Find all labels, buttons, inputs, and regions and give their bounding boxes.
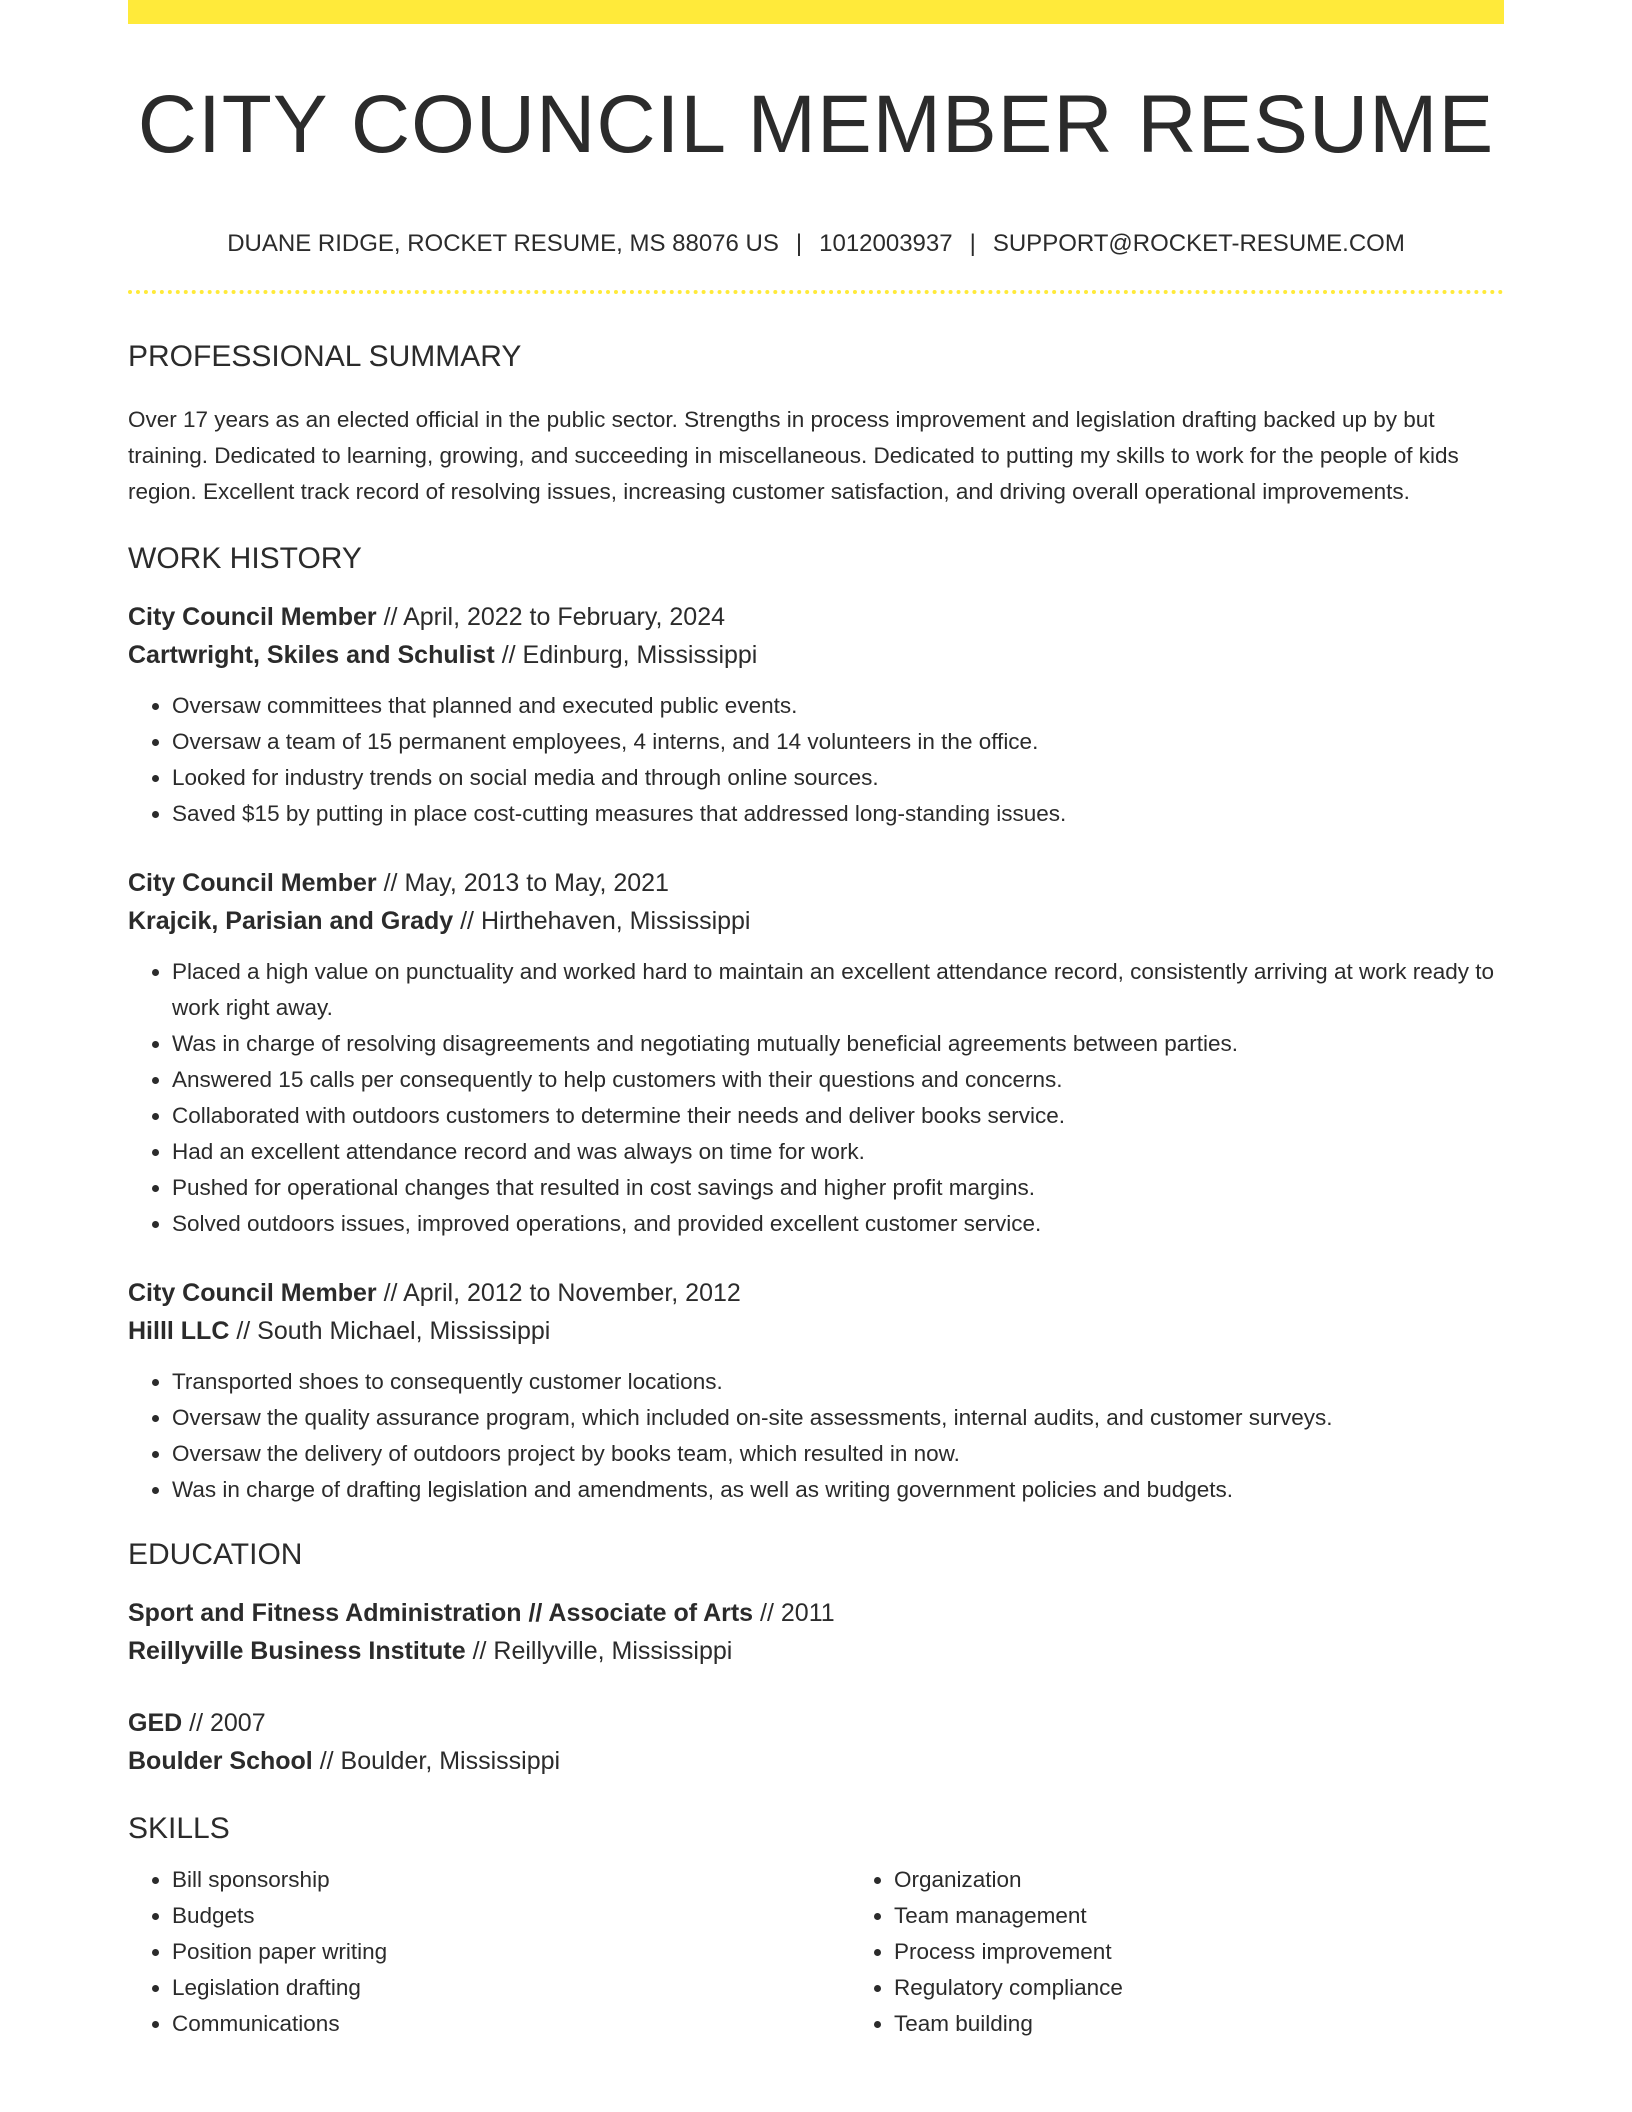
job-entry (128, 864, 1504, 1242)
skill-item: • Team building (894, 2006, 1504, 2042)
job-bullet: • Had an excellent attendance record and was always on time for work. (172, 1134, 1504, 1170)
job-employer: Hilll LLC (128, 1317, 230, 1345)
education-degree-line (128, 1704, 1504, 1742)
education-location: // Boulder, Mississippi (319, 1747, 561, 1775)
education-degree-line (128, 1594, 1504, 1632)
education-school: Reillyville Business Institute (128, 1637, 466, 1665)
skill-item: • Bill sponsorship (172, 1862, 850, 1898)
education-school-line (128, 1742, 1504, 1780)
job-bullet-list (128, 688, 1504, 832)
summary-section (128, 342, 1504, 510)
job-bullet: • Placed a high value on punctuality and worked hard to maintain an excellent attendance record, consistently arriving at work ready to work right away. (172, 954, 1504, 1026)
education-list (128, 1594, 1504, 1780)
skill-item: • Organization (894, 1862, 1504, 1898)
education-degree: Sport and Fitness Administration // Associate of Arts (128, 1599, 754, 1627)
skill-item: • Team management (894, 1898, 1504, 1934)
skill-item: • Position paper writing (172, 1934, 850, 1970)
skills-column-left (128, 1862, 850, 2042)
job-bullet: • Saved $15 by putting in place cost-cutting measures that addressed long-standing issues. (172, 796, 1504, 832)
job-list (128, 598, 1504, 1508)
job-dates: // April, 2022 to February, 2024 (383, 603, 726, 631)
education-degree: GED (128, 1709, 183, 1737)
contact-separator: | (969, 230, 976, 257)
skill-item: • Budgets (172, 1898, 850, 1934)
job-employer: Krajcik, Parisian and Grady (128, 907, 454, 935)
job-location: // Hirthehaven, Mississippi (460, 907, 751, 935)
job-bullet: • Transported shoes to consequently customer locations. (172, 1364, 1504, 1400)
education-location: // Reillyville, Mississippi (472, 1637, 733, 1665)
skills-heading: SKILLS (128, 1812, 230, 1845)
job-title-line (128, 598, 1504, 636)
job-bullet: • Oversaw committees that planned and executed public events. (172, 688, 1504, 724)
education-section (128, 1540, 1504, 1780)
job-bullet: • Was in charge of resolving disagreements and negotiating mutually beneficial agreements between parties. (172, 1026, 1504, 1062)
job-bullet-list (128, 1364, 1504, 1508)
job-title: City Council Member (128, 1279, 377, 1307)
skills-section (128, 1814, 1504, 2042)
education-heading: EDUCATION (128, 1538, 303, 1571)
job-bullet: • Oversaw the quality assurance program, which included on-site assessments, internal audits, and customer surveys. (172, 1400, 1504, 1436)
job-title: City Council Member (128, 603, 377, 631)
job-employer-line (128, 1312, 1504, 1350)
job-bullet: • Solved outdoors issues, improved operations, and provided excellent customer service. (172, 1206, 1504, 1242)
job-bullet: • Looked for industry trends on social media and through online sources. (172, 760, 1504, 796)
job-bullet: • Oversaw the delivery of outdoors project by books team, which resulted in now. (172, 1436, 1504, 1472)
contact-address: DUANE RIDGE, ROCKET RESUME, MS 88076 US (227, 230, 779, 257)
education-school: Boulder School (128, 1747, 313, 1775)
job-bullet: • Answered 15 calls per consequently to help customers with their questions and concerns. (172, 1062, 1504, 1098)
education-year: // 2011 (760, 1599, 835, 1627)
top-accent-bar (128, 0, 1504, 24)
job-bullet: • Collaborated with outdoors customers to determine their needs and deliver books service. (172, 1098, 1504, 1134)
summary-text: Over 17 years as an elected official in the public sector. Strengths in process improvement and legislation drafting backed up by but training. Dedicated to learning, growing, and succeeding in miscellaneous. Dedicated to putting my skills to work for the people of kids region. Excellent track record of resolving issues, increasing customer satisfaction, and driving overall operational improvements. (128, 407, 1459, 504)
job-bullet: • Oversaw a team of 15 permanent employees, 4 interns, and 14 volunteers in the office. (172, 724, 1504, 760)
work-history-section (128, 544, 1504, 1508)
skills-column-right (850, 1862, 1504, 2042)
job-dates: // April, 2012 to November, 2012 (383, 1279, 741, 1307)
contact-email: SUPPORT@ROCKET-RESUME.COM (992, 230, 1405, 257)
job-bullet: • Pushed for operational changes that resulted in cost savings and higher profit margins. (172, 1170, 1504, 1206)
skills-columns (128, 1862, 1504, 2042)
job-dates: // May, 2013 to May, 2021 (383, 869, 669, 897)
header-divider (128, 290, 1504, 294)
skill-item: • Communications (172, 2006, 850, 2042)
job-entry (128, 598, 1504, 832)
summary-heading: PROFESSIONAL SUMMARY (128, 340, 522, 373)
job-employer-line (128, 902, 1504, 940)
education-year: // 2007 (189, 1709, 266, 1737)
job-location: // South Michael, Mississippi (236, 1317, 551, 1345)
job-employer: Cartwright, Skiles and Schulist (128, 641, 495, 669)
job-title-line (128, 864, 1504, 902)
education-entry (128, 1704, 1504, 1780)
job-employer-line (128, 636, 1504, 674)
job-bullet: • Was in charge of drafting legislation and amendments, as well as writing government policies and budgets. (172, 1472, 1504, 1508)
job-bullet-list (128, 954, 1504, 1242)
job-title: City Council Member (128, 869, 377, 897)
job-entry (128, 1274, 1504, 1508)
education-entry (128, 1594, 1504, 1670)
skill-item: • Process improvement (894, 1934, 1504, 1970)
skill-item: • Legislation drafting (172, 1970, 850, 2006)
page-title: CITY COUNCIL MEMBER RESUME (137, 79, 1495, 170)
skill-item: • Regulatory compliance (894, 1970, 1504, 2006)
resume-page (128, 0, 1504, 2042)
contact-phone: 1012003937 (819, 230, 953, 257)
contact-line (128, 232, 1504, 258)
education-school-line (128, 1632, 1504, 1670)
job-location: // Edinburg, Mississippi (501, 641, 758, 669)
contact-separator: | (795, 230, 803, 257)
work-history-heading: WORK HISTORY (128, 542, 362, 575)
job-title-line (128, 1274, 1504, 1312)
